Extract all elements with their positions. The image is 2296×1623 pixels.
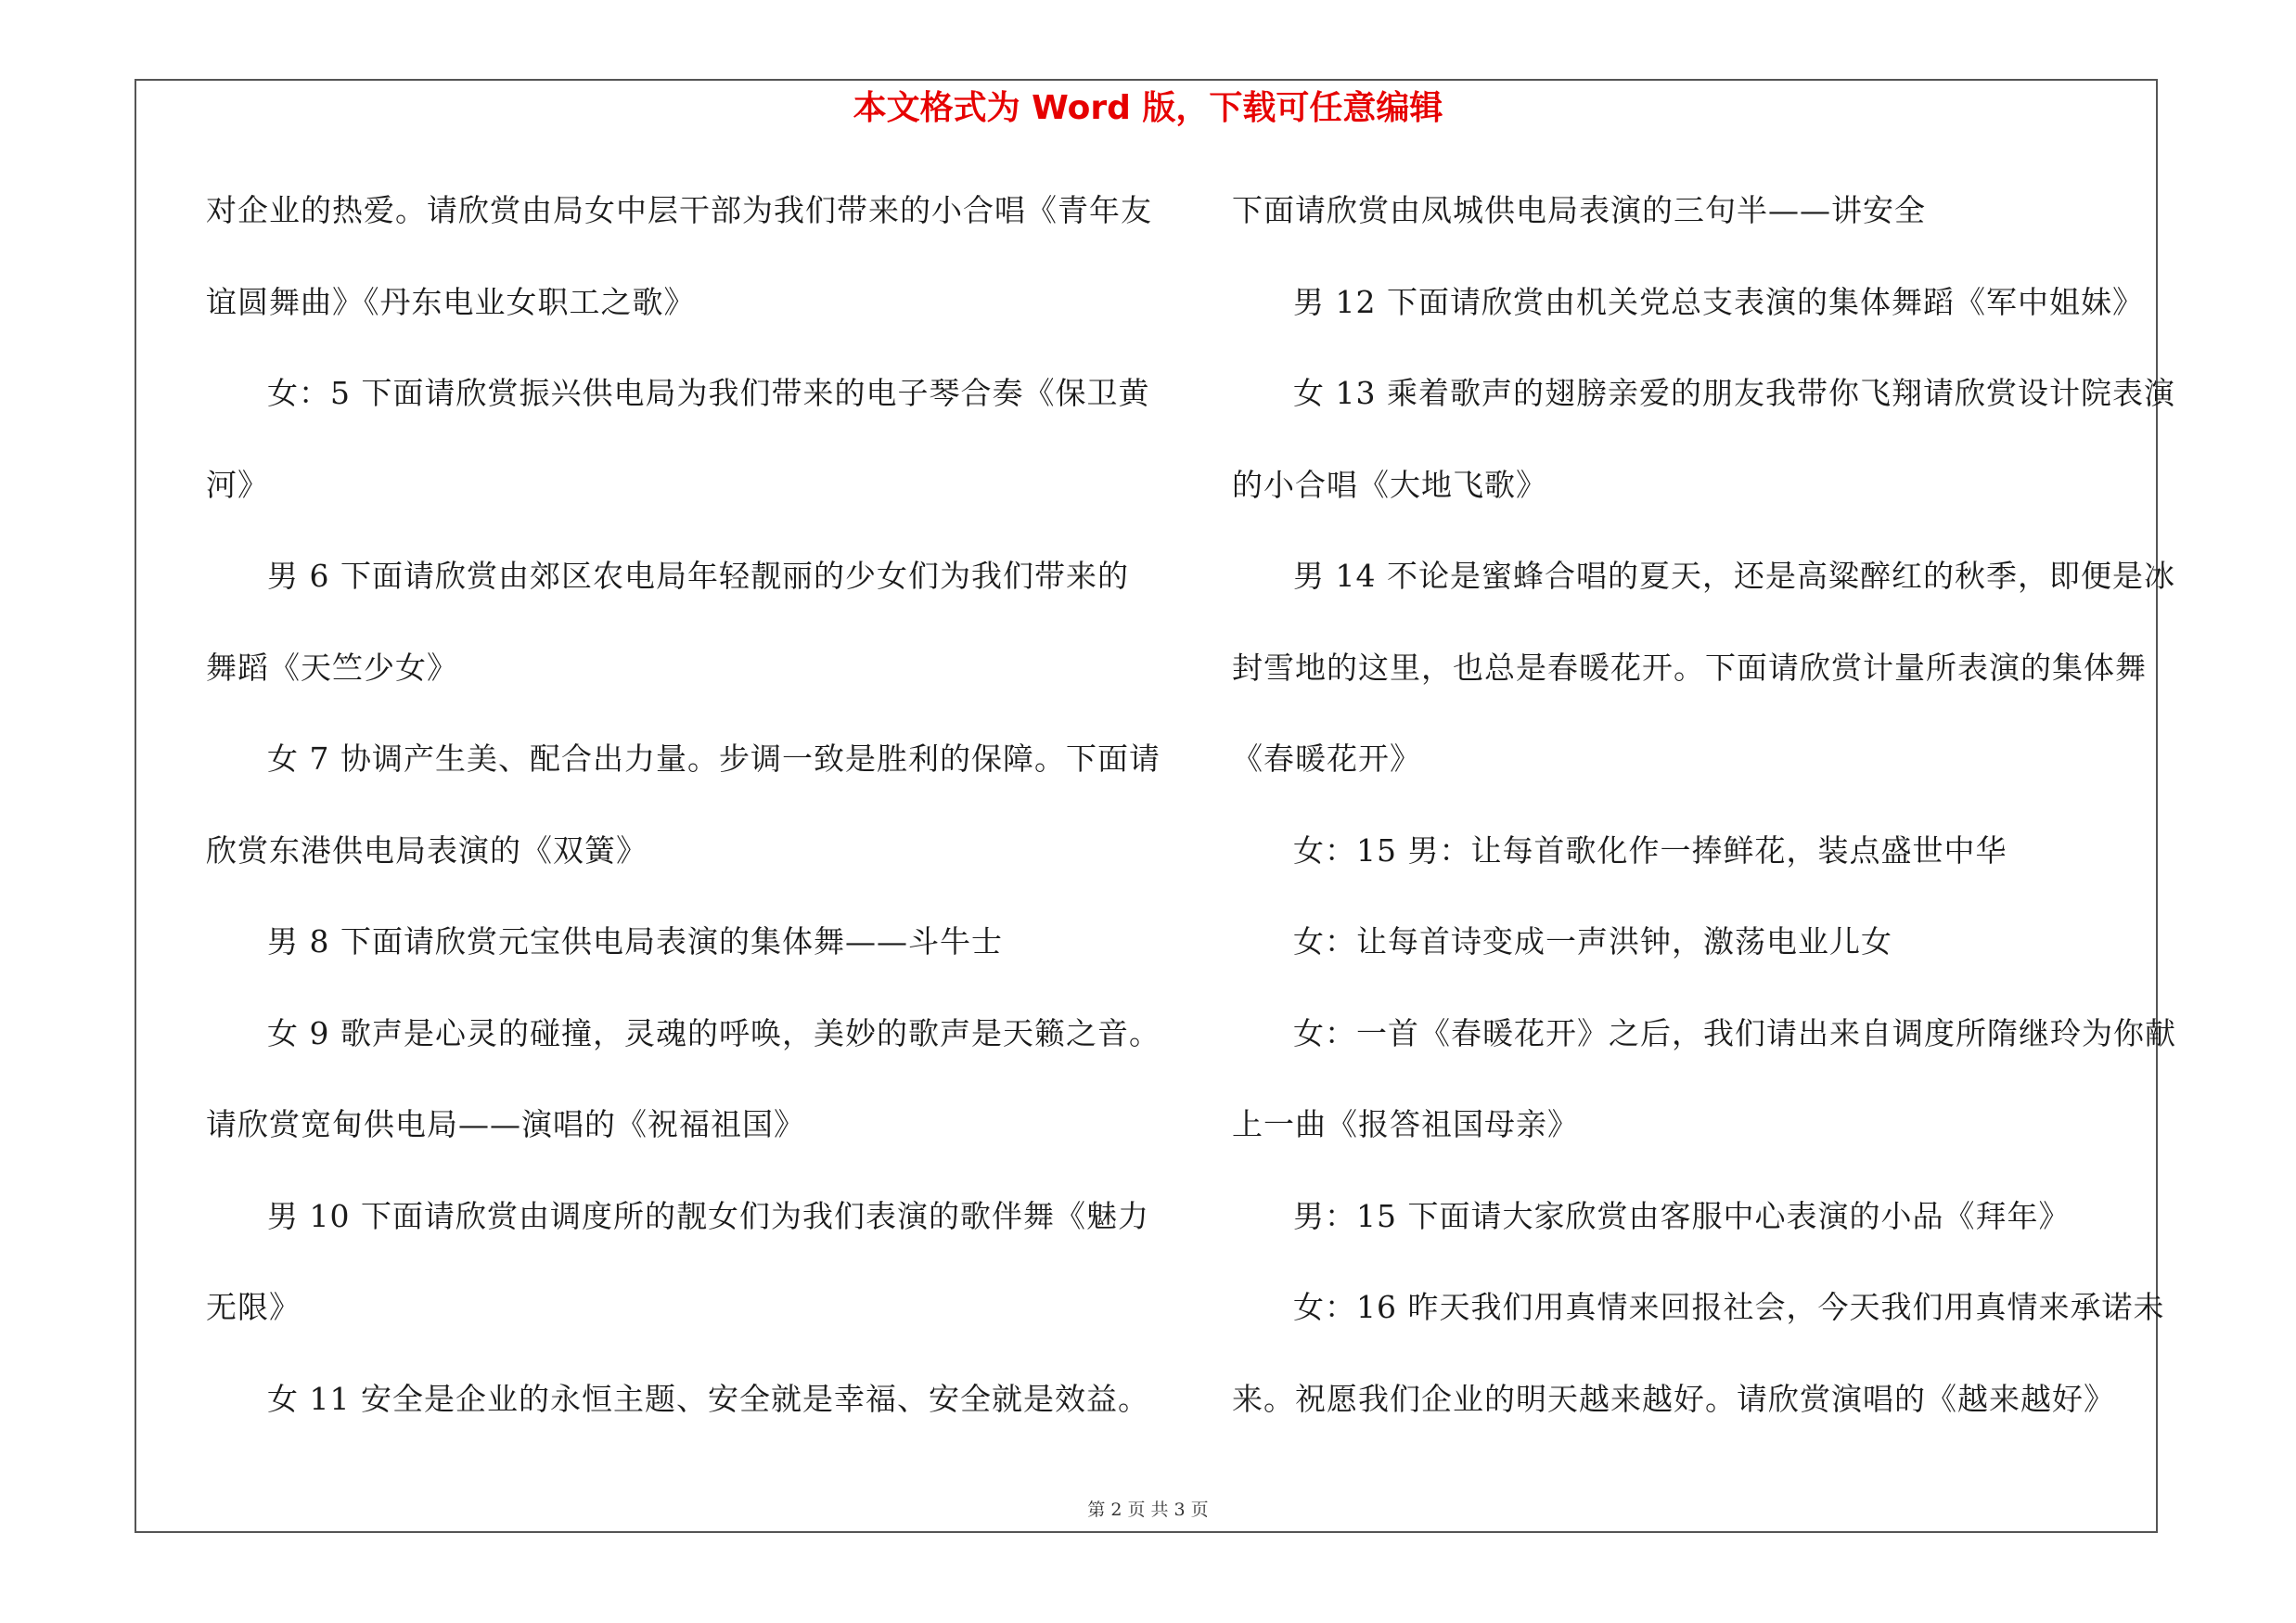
right-line-13: 来。祝愿我们企业的明天越来越好。请欣赏演唱的《越来越好》 [1232, 1380, 2115, 1417]
left-line-2: 女：5 下面请欣赏振兴供电局为我们带来的电子琴合奏《保卫黄 [267, 375, 1150, 411]
left-line-4: 男 6 下面请欣赏由郊区农电局年轻靓丽的少女们为我们带来的 [267, 558, 1129, 594]
right-line-2: 女 13 乘着歌声的翅膀亲爱的朋友我带你飞翔请欣赏设计院表演 [1293, 375, 2175, 411]
left-line-8: 男 8 下面请欣赏元宝供电局表演的集体舞——斗牛士 [267, 923, 1003, 960]
left-column [206, 181, 1161, 1461]
right-line-11: 男：15 下面请大家欣赏由客服中心表演的小品《拜年》 [1293, 1197, 2071, 1234]
right-line-0: 下面请欣赏由凤城供电局表演的三句半——讲安全 [1232, 192, 1926, 228]
right-line-4: 男 14 不论是蜜蜂合唱的夏天，还是高粱醉红的秋季，即便是冰 [1293, 558, 2175, 594]
right-line-9: 女：一首《春暖花开》之后，我们请出来自调度所隋继玲为你献 [1293, 1014, 2176, 1051]
right-line-1: 男 12 下面请欣赏由机关党总支表演的集体舞蹈《军中姐妹》 [1293, 283, 2144, 320]
right-line-3: 的小合唱《大地飞歌》 [1232, 466, 1547, 503]
right-line-10: 上一曲《报答祖国母亲》 [1232, 1106, 1579, 1142]
right-line-8: 女：让每首诗变成一声洪钟，激荡电业儿女 [1293, 923, 1892, 960]
right-column [1232, 181, 2176, 1461]
header-banner: 本文格式为 Word 版，下载可任意编辑 [853, 89, 1443, 127]
left-line-13: 女 11 安全是企业的永恒主题、安全就是幸福、安全就是效益。 [267, 1380, 1149, 1417]
left-line-6: 女 7 协调产生美、配合出力量。步调一致是胜利的保障。下面请 [267, 741, 1161, 777]
left-line-3: 河》 [206, 466, 269, 503]
left-line-0: 对企业的热爱。请欣赏由局女中层干部为我们带来的小合唱《青年友 [206, 192, 1152, 228]
page-number-footer: 第 2 页 共 3 页 [1087, 1500, 1209, 1520]
left-line-5: 舞蹈《天竺少女》 [206, 649, 458, 686]
left-line-7: 欣赏东港供电局表演的《双簧》 [206, 831, 648, 869]
left-line-11: 男 10 下面请欣赏由调度所的靓女们为我们表演的歌伴舞《魅力 [267, 1197, 1149, 1234]
right-line-12: 女：16 昨天我们用真情来回报社会，今天我们用真情来承诺未 [1293, 1289, 2165, 1325]
left-line-1: 谊圆舞曲》《丹东电业女职工之歌》 [206, 283, 696, 320]
right-line-7: 女：15 男：让每首歌化作一捧鲜花，装点盛世中华 [1293, 831, 2007, 869]
left-line-9: 女 9 歌声是心灵的碰撞，灵魂的呼唤，美妙的歌声是天籁之音。 [267, 1014, 1161, 1051]
left-line-12: 无限》 [206, 1289, 301, 1325]
right-line-5: 封雪地的这里，也总是春暖花开。下面请欣赏计量所表演的集体舞 [1232, 649, 2147, 686]
left-line-10: 请欣赏宽甸供电局——演唱的《祝福祖国》 [206, 1106, 805, 1142]
right-line-6: 《春暖花开》 [1232, 741, 1421, 777]
